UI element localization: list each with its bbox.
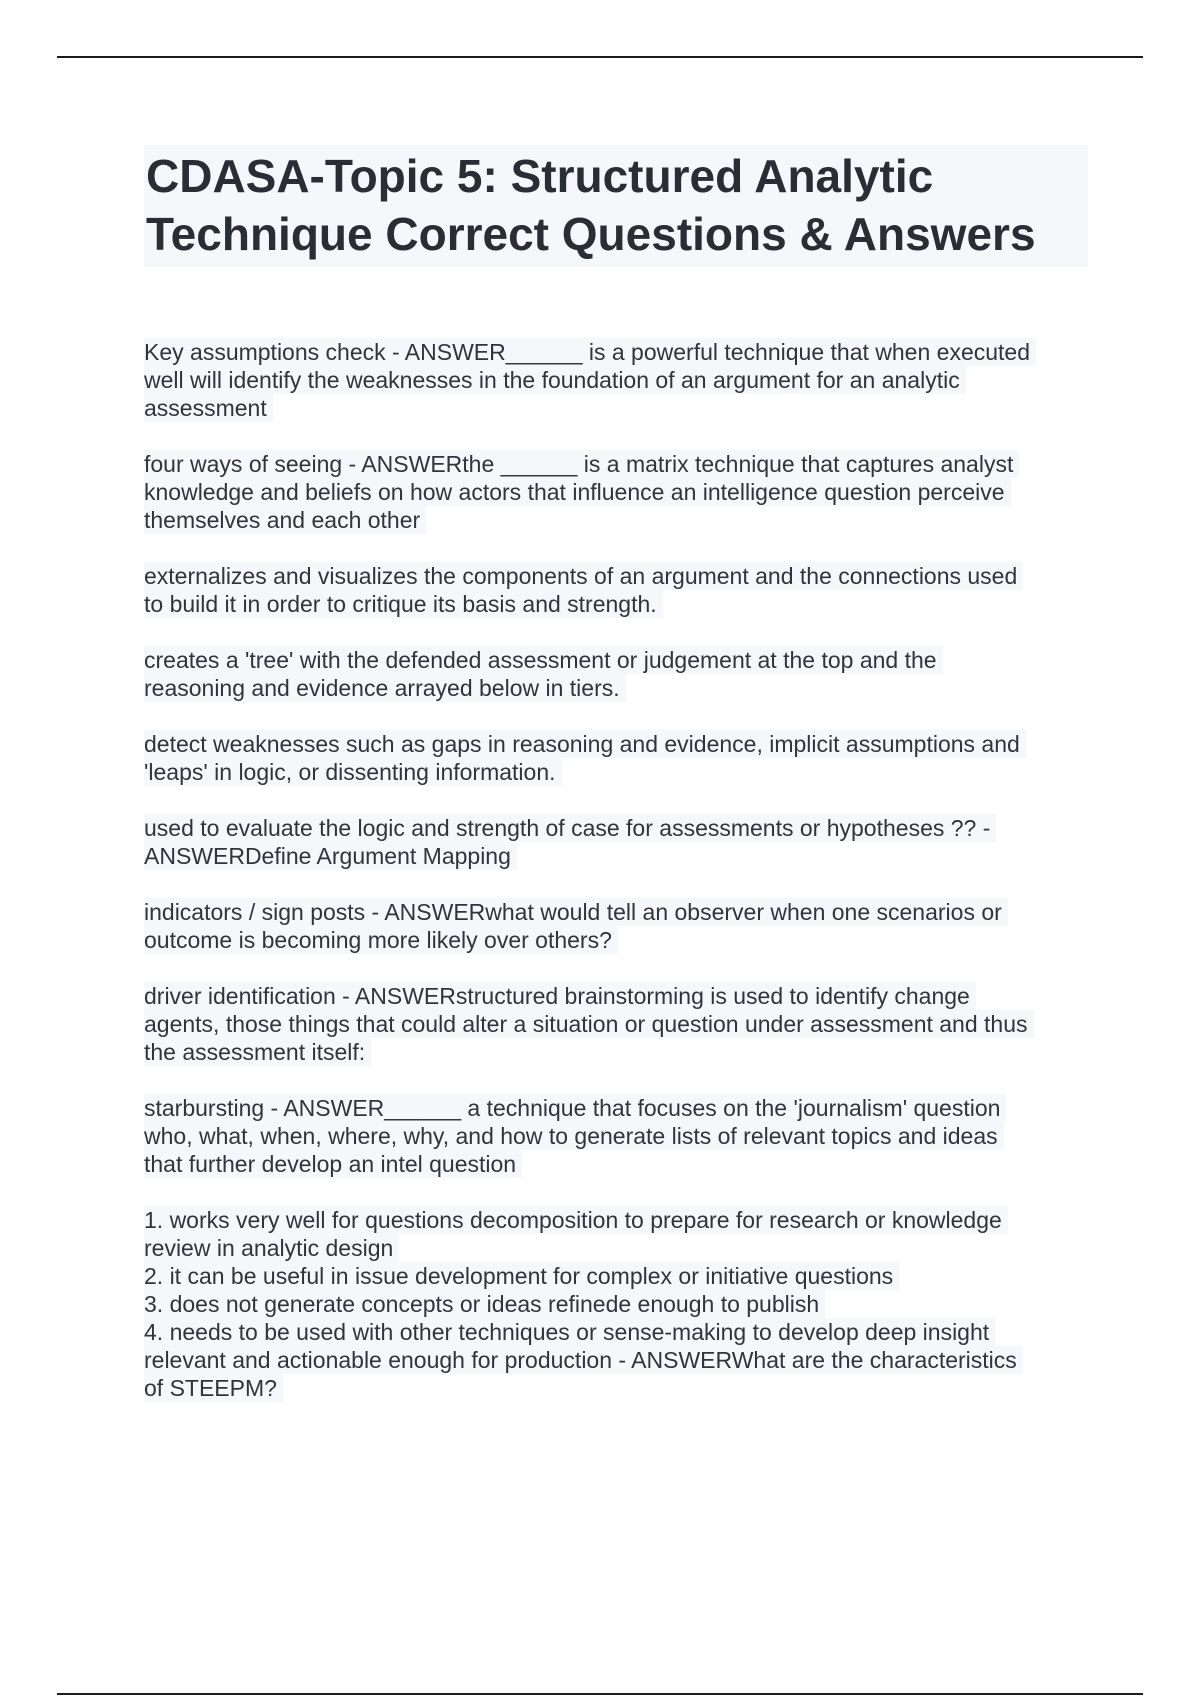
text-line: 1. works very well for questions decomposition to prepare for research or knowledge [144, 1206, 1008, 1234]
qa-entry-key-assumptions [144, 338, 1104, 422]
text-line: starbursting - ANSWER______ a technique that focuses on the 'journalism' question [144, 1094, 1006, 1122]
text-line: driver identification - ANSWERstructured brainstorming is used to identify change [144, 982, 976, 1010]
text-line: Key assumptions check - ANSWER______ is a powerful technique that when executed [144, 338, 1036, 366]
qa-entry-tree [144, 646, 1104, 702]
qa-list [144, 338, 1104, 1430]
qa-entry-indicators [144, 898, 1104, 954]
text-line: 4. needs to be used with other techniques or sense-making to develop deep insight [144, 1318, 995, 1346]
text-line: that further develop an intel question [144, 1150, 522, 1178]
text-line: reasoning and evidence arrayed below in tiers. [144, 674, 626, 702]
title-line-1: CDASA-Topic 5: Structured Analytic [146, 150, 934, 202]
qa-entry-four-ways-of-seeing [144, 450, 1104, 534]
bottom-rule [57, 1693, 1143, 1695]
qa-entry-driver-identification [144, 982, 1104, 1066]
text-line: knowledge and beliefs on how actors that influence an intelligence question perceive [144, 478, 1011, 506]
text-line: externalizes and visualizes the components of an argument and the connections used [144, 562, 1023, 590]
page-title [144, 145, 1088, 267]
qa-entry-externalizes [144, 562, 1104, 618]
text-line: outcome is becoming more likely over others? [144, 926, 618, 954]
text-line: the assessment itself: [144, 1038, 371, 1066]
text-line: 3. does not generate concepts or ideas refinede enough to publish [144, 1290, 825, 1318]
top-rule [57, 56, 1143, 58]
text-line: agents, those things that could alter a situation or question under assessment and thus [144, 1010, 1034, 1038]
text-line: 'leaps' in logic, or dissenting information. [144, 758, 562, 786]
text-line: assessment [144, 394, 273, 422]
text-line: to build it in order to critique its basis and strength. [144, 590, 663, 618]
text-line: themselves and each other [144, 506, 426, 534]
text-line: of STEEPM? [144, 1374, 283, 1402]
qa-entry-starbursting [144, 1094, 1104, 1178]
qa-entry-argument-mapping [144, 814, 1104, 870]
qa-entry-steepm [144, 1206, 1104, 1402]
text-line: indicators / sign posts - ANSWERwhat would tell an observer when one scenarios or [144, 898, 1008, 926]
text-line: review in analytic design [144, 1234, 399, 1262]
text-line: relevant and actionable enough for production - ANSWERWhat are the characteristics [144, 1346, 1023, 1374]
text-line: who, what, when, where, why, and how to generate lists of relevant topics and ideas [144, 1122, 1004, 1150]
qa-entry-detect-weaknesses [144, 730, 1104, 786]
text-line: four ways of seeing - ANSWERthe ______ is a matrix technique that captures analyst [144, 450, 1019, 478]
text-line: 2. it can be useful in issue development for complex or initiative questions [144, 1262, 899, 1290]
text-line: creates a 'tree' with the defended assessment or judgement at the top and the [144, 646, 943, 674]
text-line: detect weaknesses such as gaps in reasoning and evidence, implicit assumptions and [144, 730, 1026, 758]
text-line: well will identify the weaknesses in the foundation of an argument for an analytic [144, 366, 966, 394]
text-line: used to evaluate the logic and strength of case for assessments or hypotheses ?? - [144, 814, 996, 842]
title-line-2: Technique Correct Questions & Answers [146, 208, 1036, 260]
text-line: ANSWERDefine Argument Mapping [144, 842, 517, 870]
